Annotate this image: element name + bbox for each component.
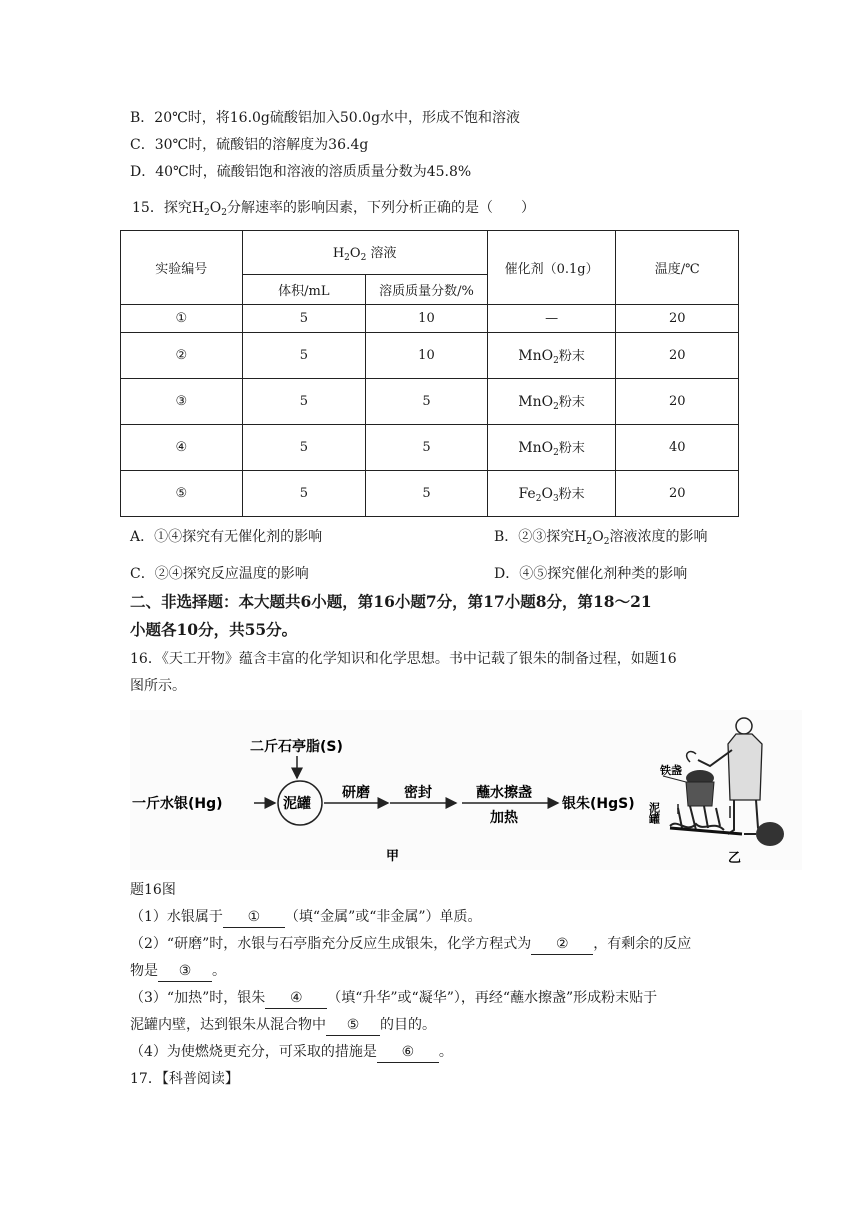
product-label: 银朱(HgS) bbox=[562, 796, 635, 812]
table-row bbox=[121, 379, 739, 425]
q16-intro-line1: 16．《天工开物》蕴含丰富的化学知识和化学思想。书中记载了银朱的制备过程，如题16 bbox=[130, 651, 677, 667]
table-row bbox=[121, 305, 739, 333]
cell-concentration: 5 bbox=[366, 471, 488, 517]
vessel-label: 泥罐 bbox=[283, 796, 311, 812]
left-input-label: 一斤水银(Hg) bbox=[132, 796, 223, 812]
cell-temperature: 20 bbox=[616, 379, 739, 425]
cell-id: ① bbox=[121, 305, 243, 333]
cell-temperature: 20 bbox=[616, 333, 739, 379]
cell-volume: 5 bbox=[242, 305, 366, 333]
q16-part1: （1）水银属于 ① （填“金属”或“非金属”）单质。 bbox=[130, 907, 482, 928]
label-iron-lid: 铁盏 bbox=[660, 764, 682, 777]
h2o2-formula: $H_2O_2$ bbox=[191, 200, 227, 218]
q15-prefix: 15．探究 bbox=[132, 200, 192, 216]
header-experiment-id: 实验编号 bbox=[121, 231, 243, 305]
answer-blank-1[interactable]: ① bbox=[223, 907, 285, 928]
question-15-stem bbox=[132, 198, 535, 223]
figure-label-jia: 甲 bbox=[386, 849, 400, 864]
q15-option-a: A．①④探究有无催化剂的影响 bbox=[130, 529, 323, 545]
cell-id: ④ bbox=[121, 425, 243, 471]
question-17-heading: 17．【科普阅读】 bbox=[130, 1071, 239, 1087]
step-seal-label: 密封 bbox=[404, 785, 432, 801]
step-wipe-label: 蘸水擦盏 bbox=[476, 785, 532, 801]
cell-temperature: 20 bbox=[616, 305, 739, 333]
section-2-heading-line1: 二、非选择题：本大题共6小题，第16小题7分，第17小题8分，第18～21 bbox=[130, 592, 652, 611]
label-clay-pot: 泥罐 bbox=[647, 802, 661, 824]
header-h2o2-solution: $H_2O_2$ 溶液 bbox=[242, 231, 487, 275]
cell-catalyst: MnO$_2$粉末 bbox=[487, 425, 616, 471]
q16-part3-line1: （3）“加热”时，银朱 ④ （填“升华”或“凝华”），再经“蘸水擦盏”形成粉末贴于 bbox=[130, 988, 657, 1009]
cell-concentration: 5 bbox=[366, 379, 488, 425]
cell-volume: 5 bbox=[242, 471, 366, 517]
cell-temperature: 20 bbox=[616, 471, 739, 517]
header-volume: 体积/mL bbox=[242, 275, 366, 305]
cell-catalyst: MnO$_2$粉末 bbox=[487, 379, 616, 425]
figure-caption: 题16图 bbox=[130, 882, 176, 898]
top-input-label: 二斤石亭脂(S) bbox=[250, 739, 343, 755]
step-grind-label: 研磨 bbox=[342, 785, 370, 801]
cell-temperature: 40 bbox=[616, 425, 739, 471]
option-d-line: D．40℃时，硫酸铝饱和溶液的溶质质量分数为45.8% bbox=[130, 164, 472, 180]
answer-blank-6[interactable]: ⑥ bbox=[377, 1042, 439, 1063]
answer-blank-5[interactable]: ⑤ bbox=[326, 1015, 380, 1036]
answer-blank-2[interactable]: ② bbox=[531, 934, 593, 955]
answer-blank-4[interactable]: ④ bbox=[265, 988, 327, 1009]
cell-catalyst: $Fe_2O_3$粉末 bbox=[487, 471, 616, 517]
q15-suffix: 分解速率的影响因素，下列分析正确的是（ ） bbox=[227, 200, 535, 216]
cell-volume: 5 bbox=[242, 379, 366, 425]
cell-id: ③ bbox=[121, 379, 243, 425]
option-c-line: C．30℃时，硫酸铝的溶解度为36.4g bbox=[130, 137, 369, 153]
cell-concentration: 5 bbox=[366, 425, 488, 471]
cell-volume: 5 bbox=[242, 333, 366, 379]
silver-vermilion-process-figure bbox=[130, 710, 802, 870]
q16-part3-line2: 泥罐内壁，达到银朱从混合物中 ⑤ 的目的。 bbox=[130, 1015, 436, 1036]
experiment-table bbox=[120, 230, 739, 517]
cell-catalyst: MnO$_2$粉末 bbox=[487, 333, 616, 379]
worker-illustration bbox=[670, 718, 784, 846]
table-row bbox=[121, 425, 739, 471]
q15-option-c: C．②④探究反应温度的影响 bbox=[130, 566, 309, 582]
cell-id: ② bbox=[121, 333, 243, 379]
q16-part2-line2: 物是 ③ 。 bbox=[130, 961, 226, 982]
cell-concentration: 10 bbox=[366, 305, 488, 333]
step-heat-label: 加热 bbox=[490, 810, 518, 826]
table-row bbox=[121, 333, 739, 379]
cell-catalyst: — bbox=[487, 305, 616, 333]
q15-option-b: B．②③探究$H_2O_2$溶液浓度的影响 bbox=[494, 529, 708, 547]
cell-id: ⑤ bbox=[121, 471, 243, 517]
q15-option-d: D．④⑤探究催化剂种类的影响 bbox=[494, 566, 688, 582]
header-catalyst: 催化剂（0.1g） bbox=[487, 231, 616, 305]
answer-blank-3[interactable]: ③ bbox=[158, 961, 212, 982]
header-concentration: 溶质质量分数/% bbox=[366, 275, 488, 305]
figure-label-yi: 乙 bbox=[728, 851, 742, 866]
q16-part2-line1: （2）“研磨”时，水银与石亭脂充分反应生成银朱，化学方程式为 ② ，有剩余的反应 bbox=[130, 934, 691, 955]
section-2-heading-line2: 小题各10分，共55分。 bbox=[130, 620, 298, 639]
cell-concentration: 10 bbox=[366, 333, 488, 379]
table-row bbox=[121, 471, 739, 517]
header-temperature: 温度/℃ bbox=[616, 231, 739, 305]
option-b-line: B．20℃时，将16.0g硫酸铝加入50.0g水中，形成不饱和溶液 bbox=[130, 110, 521, 126]
cell-volume: 5 bbox=[242, 425, 366, 471]
q16-intro-line2: 图所示。 bbox=[130, 678, 186, 694]
q16-part4: （4）为使燃烧更充分，可采取的措施是 ⑥ 。 bbox=[130, 1042, 453, 1063]
